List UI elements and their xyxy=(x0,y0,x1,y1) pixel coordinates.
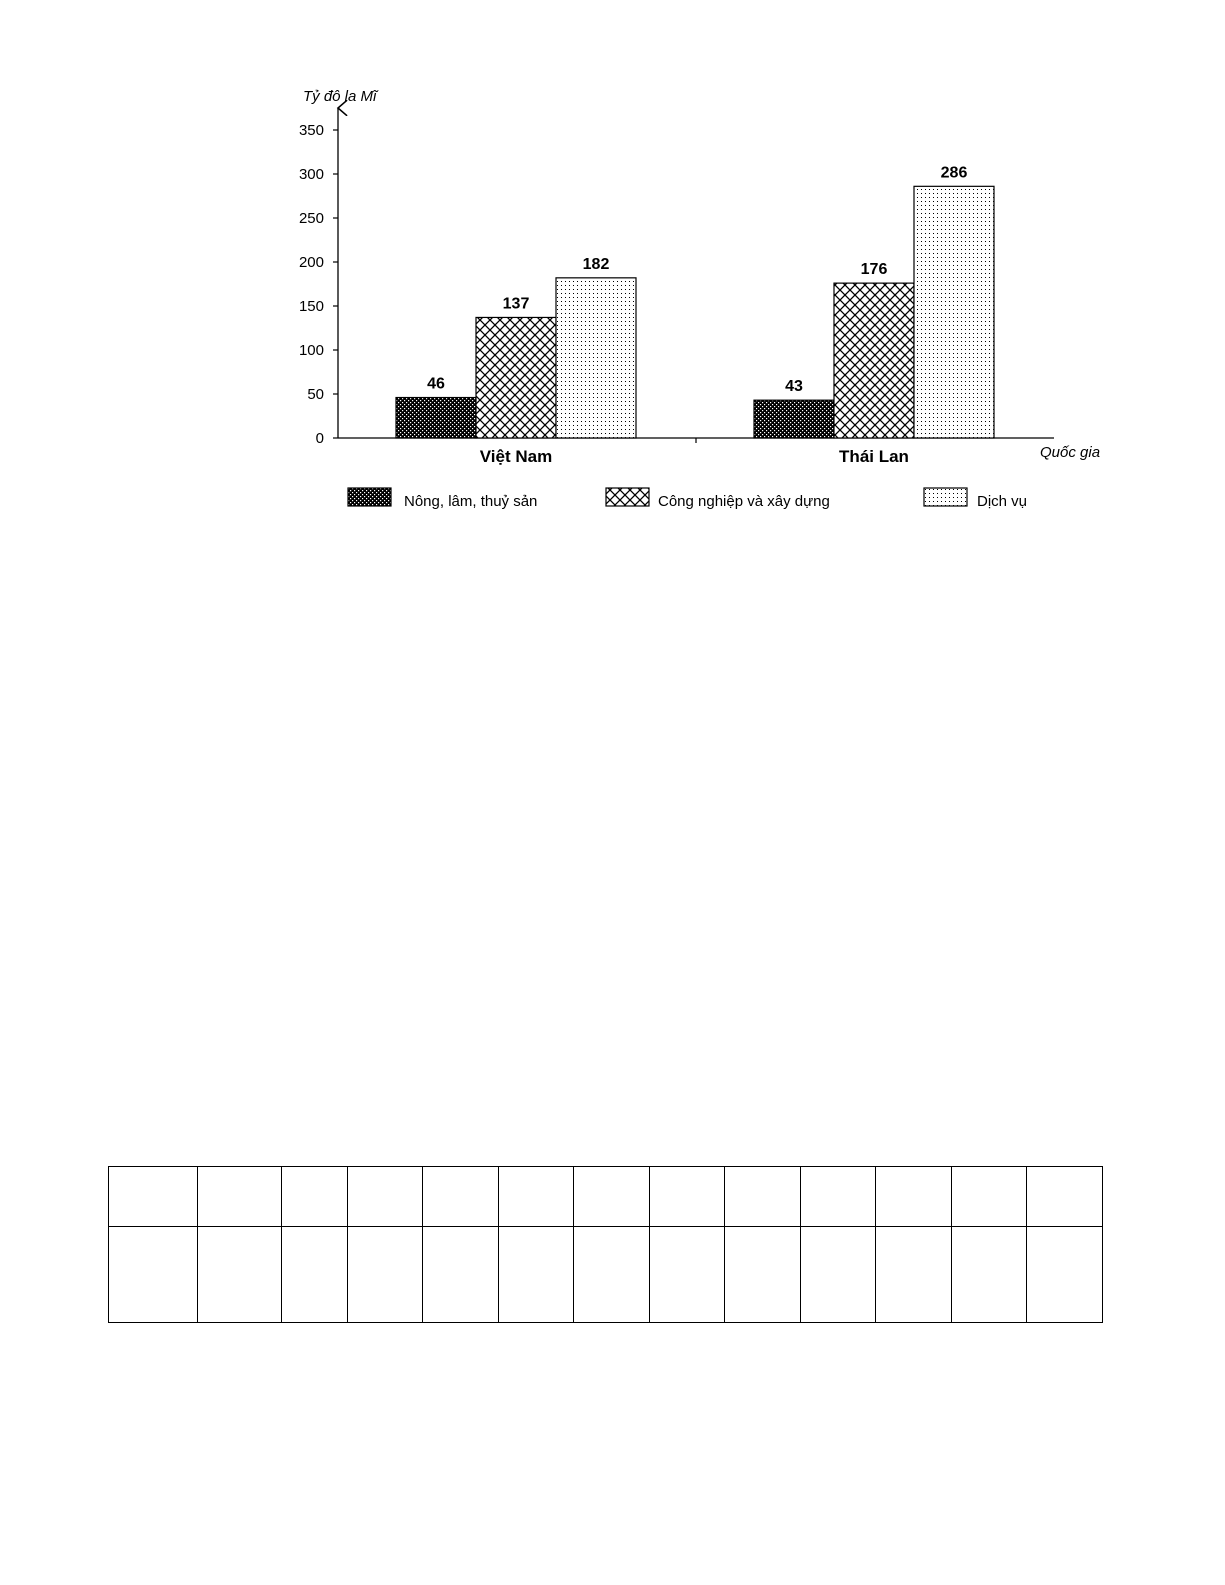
y-tick-label: 150 xyxy=(298,298,324,315)
table-cell xyxy=(952,1167,1027,1227)
data-label: 286 xyxy=(940,164,968,182)
y-axis-label: Tỷ đô la Mĩ xyxy=(303,88,377,105)
table-cell xyxy=(574,1227,650,1323)
table-cell xyxy=(650,1227,725,1323)
y-tick-label: 350 xyxy=(298,122,324,139)
table-cell xyxy=(1027,1167,1103,1227)
bar xyxy=(834,283,914,438)
table-cell xyxy=(348,1167,423,1227)
table-cell xyxy=(109,1227,198,1323)
legend-swatch xyxy=(924,488,967,506)
y-tick-label: 0 xyxy=(315,430,324,447)
legend-label: Dịch vụ xyxy=(977,493,1028,510)
blank-answer-table xyxy=(108,1166,1103,1323)
bar xyxy=(914,186,994,438)
table-cell xyxy=(282,1227,348,1323)
table-cell xyxy=(109,1167,198,1227)
y-tick-label: 100 xyxy=(298,342,324,359)
bar xyxy=(556,278,636,438)
y-tick-label: 250 xyxy=(298,210,324,227)
table-cell xyxy=(725,1227,801,1323)
bar-chart xyxy=(0,0,1225,540)
y-tick-label: 50 xyxy=(307,386,324,403)
table-cell xyxy=(282,1167,348,1227)
data-label: 137 xyxy=(502,295,530,313)
table-cell xyxy=(348,1227,423,1323)
table-cell xyxy=(499,1227,574,1323)
table-cell xyxy=(423,1227,499,1323)
data-label: 43 xyxy=(785,378,803,396)
table-cell xyxy=(725,1167,801,1227)
table-cell xyxy=(499,1167,574,1227)
table-row xyxy=(109,1227,1103,1323)
x-tick-label: Thái Lan xyxy=(839,447,909,466)
table-cell xyxy=(198,1227,282,1323)
table-cell xyxy=(650,1167,725,1227)
x-axis-label: Quốc gia xyxy=(1040,444,1101,461)
data-label: 176 xyxy=(860,261,888,279)
table-cell xyxy=(574,1167,650,1227)
legend-label: Công nghiệp và xây dựng xyxy=(658,493,830,510)
bar xyxy=(396,398,476,438)
bar xyxy=(476,317,556,438)
legend-swatch xyxy=(348,488,391,506)
table-row xyxy=(109,1167,1103,1227)
table-cell xyxy=(952,1227,1027,1323)
data-label: 46 xyxy=(427,375,445,393)
y-tick-label: 200 xyxy=(298,254,324,271)
y-tick-label: 300 xyxy=(298,166,324,183)
legend-label: Nông, lâm, thuỷ sản xyxy=(404,493,538,510)
table-cell xyxy=(876,1227,952,1323)
data-label: 182 xyxy=(582,255,610,273)
x-tick-label: Việt Nam xyxy=(479,447,553,466)
table-cell xyxy=(801,1227,876,1323)
table-cell xyxy=(1027,1227,1103,1323)
bar xyxy=(754,400,834,438)
legend-swatch xyxy=(606,488,649,506)
table-cell xyxy=(876,1167,952,1227)
table-cell xyxy=(423,1167,499,1227)
table-cell xyxy=(198,1167,282,1227)
table-cell xyxy=(801,1167,876,1227)
